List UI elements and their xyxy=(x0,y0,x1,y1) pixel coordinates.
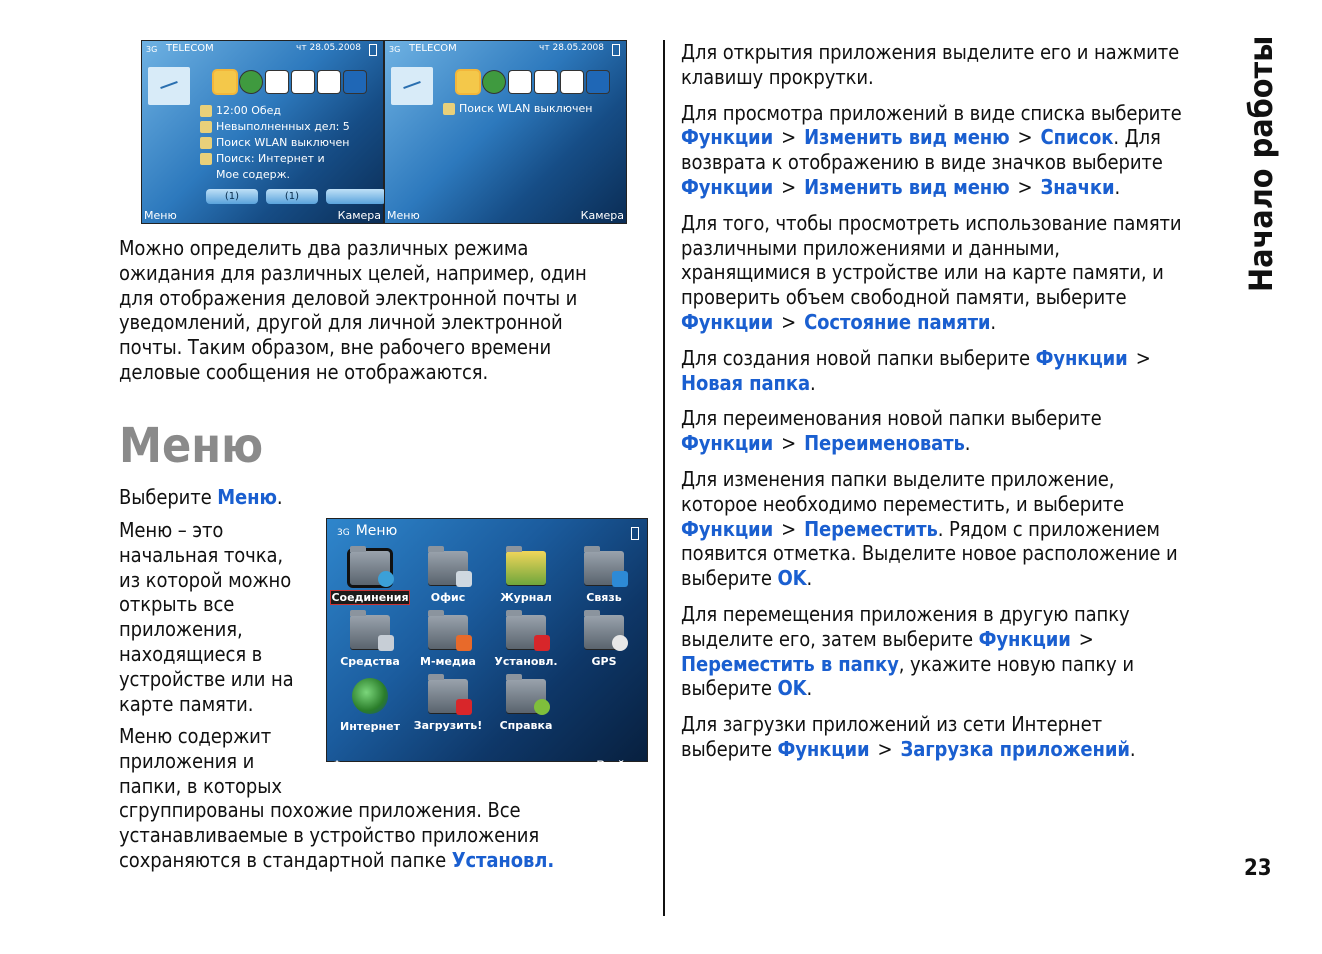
list-link[interactable]: Список xyxy=(1040,125,1114,150)
chapter-title: Начало работы xyxy=(1242,35,1280,292)
app-connectivity[interactable] xyxy=(565,545,643,609)
text-line: проверить объем свободной памяти, выберите xyxy=(681,285,1127,310)
date-time: чт 28.05.2008 xyxy=(296,43,361,53)
contacts-icon xyxy=(318,71,340,93)
home-tile-icon xyxy=(148,67,190,105)
left-softkey: Меню xyxy=(387,209,420,222)
clock-icon xyxy=(561,71,583,93)
text-span: . xyxy=(1114,174,1121,199)
text-line: устройстве или на xyxy=(119,666,294,691)
change-view-link[interactable]: Изменить вид меню xyxy=(804,174,1010,199)
section-heading: Меню xyxy=(119,418,264,474)
text-line: Для того, чтобы просмотреть использование памяти xyxy=(681,210,1182,235)
ok-link[interactable]: OK xyxy=(777,566,807,591)
calendar-icon xyxy=(292,71,314,93)
text-span: выберите xyxy=(681,566,778,591)
folder-icon xyxy=(428,551,468,585)
shortcut-bar xyxy=(214,71,366,93)
text-line: ожидания для различных целей, например, один xyxy=(119,260,587,285)
download-arrow-icon xyxy=(456,699,472,715)
text-line: Для просмотра приложений в виде списка выберите xyxy=(681,100,1182,125)
options-link[interactable]: Функции xyxy=(681,174,774,199)
folder-icon xyxy=(428,615,468,649)
separator: > xyxy=(1017,125,1033,150)
text-span: сохраняются в стандартной папке xyxy=(119,847,452,872)
options-link[interactable]: Функции xyxy=(1035,345,1128,370)
text-line: карте памяти. xyxy=(119,691,254,716)
app-installed[interactable] xyxy=(487,609,565,673)
text-line: Меню содержит xyxy=(119,724,272,748)
video-icon xyxy=(535,71,557,93)
home-tile-icon xyxy=(391,67,433,105)
options-link[interactable]: Функции xyxy=(681,125,774,150)
calculator-icon xyxy=(456,571,472,587)
page-number: 23 xyxy=(1244,856,1272,881)
text-span: выберите xyxy=(681,676,778,701)
info-list xyxy=(200,103,350,183)
network-indicator: 3G xyxy=(389,45,401,54)
softkey-bar xyxy=(142,209,383,223)
text-span: выберите xyxy=(681,736,778,761)
text-line: сгруппированы похожие приложения. Все xyxy=(119,798,521,823)
app-log[interactable] xyxy=(487,545,565,609)
info-row: Мое содерж. xyxy=(216,168,291,181)
app-label: Офис xyxy=(430,591,466,604)
menu-link[interactable]: Меню xyxy=(217,485,277,509)
text-line: Для перемещения приложения в другую папку xyxy=(681,601,1130,626)
app-media[interactable] xyxy=(409,609,487,673)
options-link[interactable]: Функции xyxy=(681,309,774,334)
text-line: Для переименования новой папки выберите xyxy=(681,406,1102,431)
standby-screenshot-1 xyxy=(141,40,384,224)
globe-icon xyxy=(240,71,262,93)
text-line: для отображения деловой электронной почты и xyxy=(119,285,578,310)
paragraph-rename xyxy=(681,406,1221,456)
exit-icon xyxy=(344,71,366,93)
softkey-bar xyxy=(385,209,626,223)
email-icon xyxy=(457,71,479,93)
text-span: . xyxy=(1129,736,1136,761)
folder-icon xyxy=(584,615,624,649)
folder-icon xyxy=(506,615,546,649)
icons-link[interactable]: Значки xyxy=(1040,174,1115,199)
new-folder-link[interactable]: Новая папка xyxy=(681,370,811,395)
options-link[interactable]: Функции xyxy=(978,626,1071,651)
paragraph-open-app xyxy=(681,40,1221,90)
notification-buttons xyxy=(206,189,386,204)
text-span: . Для xyxy=(1113,125,1161,150)
ok-link[interactable]: OK xyxy=(777,676,807,701)
memory-status-link[interactable]: Состояние памяти xyxy=(804,309,991,334)
options-link[interactable]: Функции xyxy=(777,736,870,761)
move-to-folder-link[interactable]: Переместить в папку xyxy=(681,651,899,676)
app-label: Установл. xyxy=(494,655,558,668)
text-line: начальная точка, xyxy=(119,542,284,567)
text-span: . Рядом с приложением xyxy=(937,516,1160,541)
left-softkey: Меню xyxy=(144,209,177,222)
paragraph-move-to-folder xyxy=(681,602,1221,701)
app-label: Интернет xyxy=(340,720,400,733)
app-label: Связь xyxy=(586,591,622,604)
text-line: приложения, xyxy=(119,617,243,642)
battery-icon xyxy=(631,527,639,540)
app-connections[interactable] xyxy=(331,545,409,609)
installed-folder-link[interactable]: Установл. xyxy=(451,847,555,872)
app-label: M-медиа xyxy=(420,655,476,668)
text-span: . xyxy=(964,431,971,456)
text-line: хранящимися в устройстве или на карте памяти, и xyxy=(681,260,1164,285)
info-row: 12:00 Обед xyxy=(216,104,282,117)
text-line: открыть все xyxy=(119,592,235,617)
menu-description xyxy=(119,518,319,716)
text-line: клавишу прокрутки. xyxy=(681,64,874,89)
shortcut-bar xyxy=(457,71,609,93)
paragraph-memory xyxy=(681,211,1221,335)
text-span: . xyxy=(276,485,283,509)
folder-icon xyxy=(428,679,468,713)
wlan-icon xyxy=(443,103,455,115)
separator: > xyxy=(781,309,797,334)
compass-icon xyxy=(612,635,628,651)
app-label: Соединения xyxy=(331,591,409,604)
text-line: уведомлений, другой для личной электронной xyxy=(119,310,563,335)
change-view-link[interactable]: Изменить вид меню xyxy=(804,125,1010,150)
text-line: из которой можно xyxy=(119,567,292,592)
app-label: Средства xyxy=(340,655,400,668)
app-office[interactable] xyxy=(409,545,487,609)
text-line: Для загрузки приложений из сети Интернет xyxy=(681,712,1102,737)
app-label: Загрузить! xyxy=(413,719,483,732)
text-line: появится отметка. Выделите новое расположение и xyxy=(681,541,1178,566)
standby-screenshot-2 xyxy=(384,40,627,224)
text-span: Выберите xyxy=(119,485,218,509)
folder-icon xyxy=(350,551,390,585)
arrows-icon xyxy=(506,551,546,585)
text-span: Для создания новой папки выберите xyxy=(681,345,1036,370)
folder-icon xyxy=(506,679,546,713)
text-line: находящиеся в xyxy=(119,641,263,666)
intro-paragraph xyxy=(119,236,649,385)
paragraph-move xyxy=(681,467,1221,591)
paragraph-new-folder xyxy=(681,346,1221,396)
text-span: , укажите новую папку и xyxy=(898,651,1134,676)
app-download[interactable] xyxy=(409,673,487,737)
menu-header xyxy=(337,523,397,539)
text-line: Для открытия приложения выделите его и нажмите xyxy=(681,40,1180,64)
move-link[interactable]: Переместить xyxy=(804,516,938,541)
text-line: Для изменения папки выделите приложение, xyxy=(681,466,1115,491)
text-line: которое необходимо переместить, и выберите xyxy=(681,491,1125,516)
globe-icon xyxy=(483,71,505,93)
app-label: Справка xyxy=(499,719,553,732)
text-span: . xyxy=(810,370,816,395)
right-column xyxy=(681,40,1221,762)
at-icon xyxy=(378,571,394,587)
folder-icon xyxy=(350,615,390,649)
column-divider xyxy=(663,40,665,916)
right-softkey: Камера xyxy=(337,209,381,222)
text-line: папки, в которых xyxy=(119,773,282,798)
separator: > xyxy=(1078,626,1094,651)
text-line: Можно определить два различных режима xyxy=(119,236,529,260)
app-grid xyxy=(331,545,643,737)
separator: > xyxy=(781,174,797,199)
help-icon xyxy=(534,699,550,715)
notes-icon xyxy=(266,71,288,93)
app-gps[interactable] xyxy=(565,609,643,673)
info-row: Невыполненных дел: 5 xyxy=(216,120,350,133)
app-label: Журнал xyxy=(500,591,552,604)
menu-title: Меню xyxy=(355,523,398,539)
text-line: деловые сообщения не отображаются. xyxy=(119,359,489,384)
missed-call-pill: (1) xyxy=(206,189,258,204)
message-pill: (1) xyxy=(266,189,318,204)
mail-pill xyxy=(326,189,386,204)
battery-icon xyxy=(612,44,620,56)
text-line: почты. Таким образом, вне рабочего времени xyxy=(119,335,552,360)
download-apps-link[interactable]: Загрузка приложений xyxy=(900,736,1130,761)
exit-icon xyxy=(587,71,609,93)
info-row: Поиск WLAN выключен xyxy=(216,136,350,149)
select-menu-line xyxy=(119,485,282,510)
text-span: . xyxy=(806,676,813,701)
text-line: различными приложениями и данными, xyxy=(681,235,1060,260)
right-softkey: Камера xyxy=(580,209,624,222)
wrench-icon xyxy=(378,635,394,651)
battery-icon xyxy=(369,44,377,56)
text-line: устанавливаемые в устройство приложения xyxy=(119,823,540,848)
separator: > xyxy=(1135,345,1151,370)
operator-name: TELECOM xyxy=(409,43,457,54)
separator: > xyxy=(877,736,893,761)
people-icon xyxy=(200,105,212,117)
menu-screenshot xyxy=(326,518,648,775)
info-row: Поиск WLAN выключен xyxy=(459,102,593,115)
options-softkey: Функции xyxy=(331,759,397,775)
paragraph-list-view xyxy=(681,101,1221,200)
options-link[interactable]: Функции xyxy=(681,431,774,456)
text-span: . xyxy=(806,566,813,591)
info-list xyxy=(443,101,592,117)
folder-icon xyxy=(584,551,624,585)
separator: > xyxy=(781,431,797,456)
paragraph-download xyxy=(681,712,1221,762)
text-span: выделите его, затем выберите xyxy=(681,626,979,651)
app-help[interactable] xyxy=(487,673,565,737)
info-row: Поиск: Интернет и xyxy=(216,152,325,165)
options-link[interactable]: Функции xyxy=(681,516,774,541)
todo-icon xyxy=(200,121,212,133)
text-line: возврата к отображению в виде значков выберите xyxy=(681,150,1163,175)
network-indicator: 3G xyxy=(146,45,158,54)
media-icon xyxy=(456,635,472,651)
status-bar xyxy=(146,43,379,57)
exit-softkey: Выйти xyxy=(595,759,643,775)
installed-icon xyxy=(534,635,550,651)
globe-icon xyxy=(352,678,388,714)
app-label: GPS xyxy=(591,655,617,668)
separator: > xyxy=(1017,174,1033,199)
operator-name: TELECOM xyxy=(166,43,214,54)
music-icon xyxy=(509,71,531,93)
text-span: . xyxy=(990,309,997,334)
app-tools[interactable] xyxy=(331,609,409,673)
status-bar xyxy=(389,43,622,57)
text-line: приложения и xyxy=(119,748,255,773)
separator: > xyxy=(781,516,797,541)
rename-link[interactable]: Переименовать xyxy=(804,431,965,456)
search-icon xyxy=(200,153,212,165)
app-internet[interactable] xyxy=(331,673,409,737)
wlan-icon xyxy=(200,137,212,149)
date-time: чт 28.05.2008 xyxy=(539,43,604,53)
separator: > xyxy=(781,125,797,150)
text-line: Меню – это xyxy=(119,518,224,542)
network-indicator: 3G xyxy=(337,528,350,538)
email-icon xyxy=(214,71,236,93)
sync-icon xyxy=(612,571,628,587)
